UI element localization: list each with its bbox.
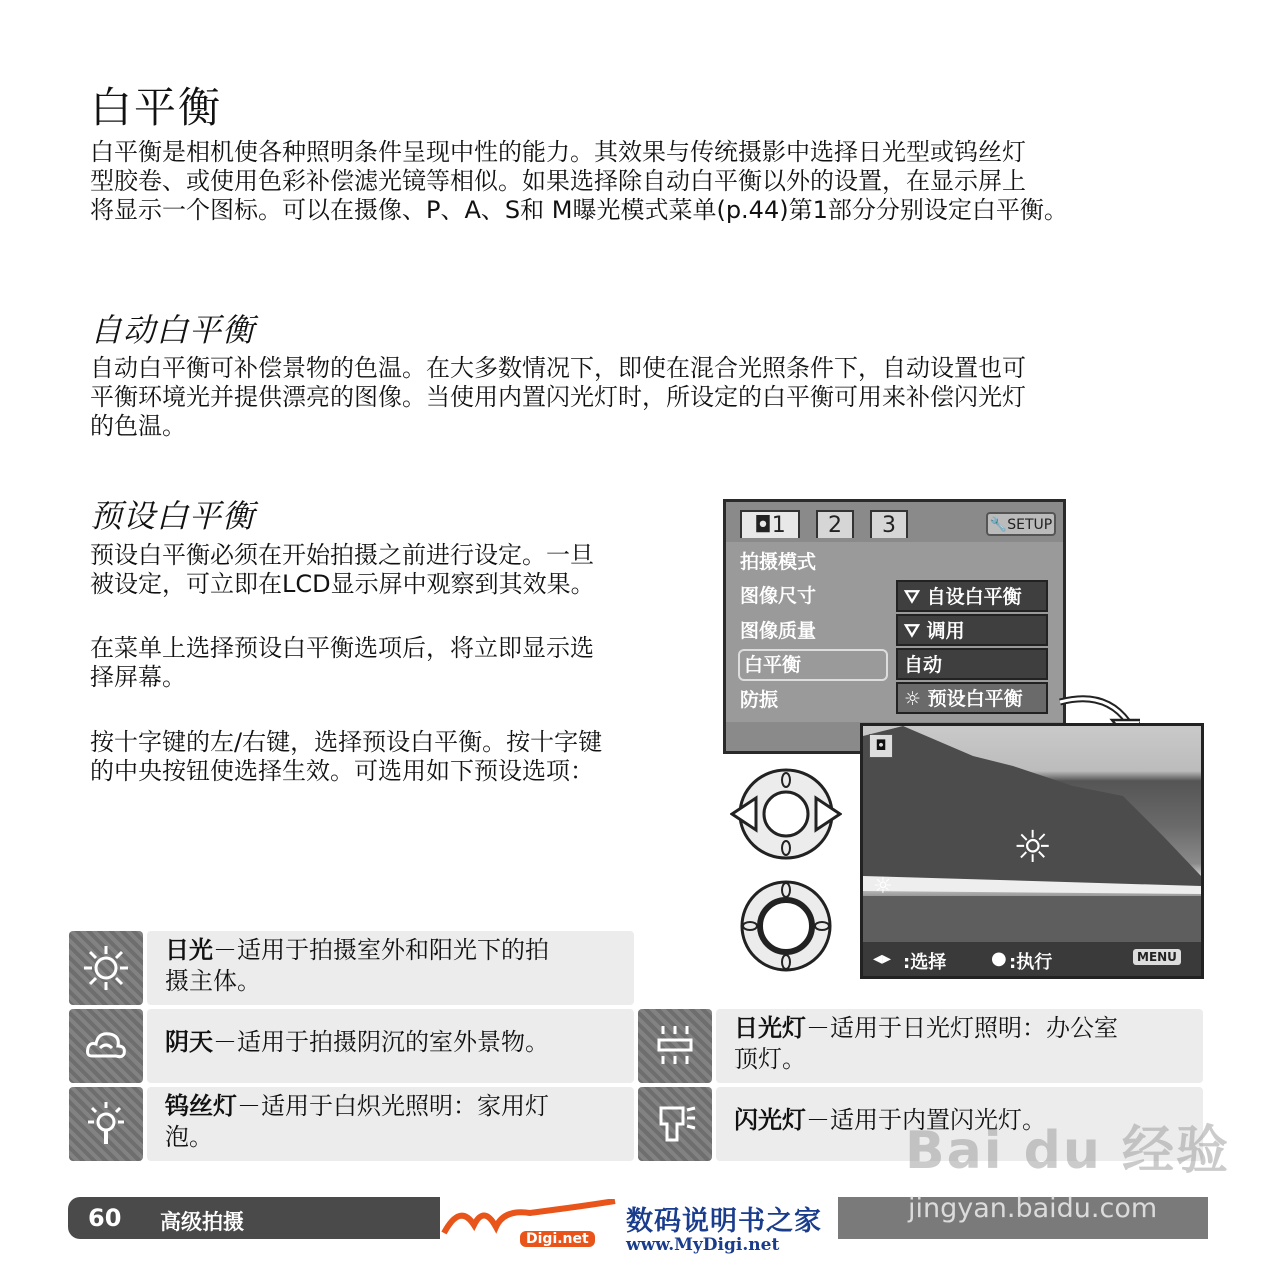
menu-tabs (736, 510, 1056, 540)
menu-item-image-quality[interactable]: 图像质量 (740, 620, 817, 642)
cloud-icon (82, 1022, 130, 1070)
fluorescent-icon-box (638, 1009, 712, 1083)
logo-url: www.MyDigi.net (626, 1235, 780, 1255)
preset-desc: －适用于内置闪光灯。 (806, 1106, 1046, 1134)
digi-net-badge: Digi.net (520, 1231, 595, 1247)
preview-screen (860, 723, 1204, 979)
preset-desc: －适用于拍摄阴沉的室外景物。 (213, 1028, 549, 1056)
preset-line: 择屏幕。 (90, 663, 186, 691)
intro-line: 型胶卷、或使用色彩补偿滤光镜等相似。如果选择除自动白平衡以外的设置，在显示屏上 (90, 167, 1026, 195)
auto-line: 自动白平衡可补偿景物的色温。在大多数情况下，即使在混合光照条件下，自动设置也可 (90, 354, 1026, 382)
tab-2[interactable]: 2 (816, 510, 854, 538)
option-custom-wb[interactable] (896, 580, 1048, 612)
preset-desc-2: 顶灯。 (734, 1045, 806, 1073)
wrench-icon: 🔧 (989, 517, 1008, 533)
option-label: 自设白平衡 (926, 586, 1022, 608)
preset-daylight (147, 931, 634, 1005)
flash-icon (651, 1100, 699, 1148)
dpad-left-right-icon (730, 768, 842, 860)
preset-line: 被设定，可立即在LCD显示屏中观察到其效果。 (90, 570, 595, 598)
preset-name: 闪光灯 (734, 1106, 806, 1134)
bulb-icon (82, 1100, 130, 1148)
intro-paragraph (90, 138, 1200, 225)
page-number: 60 (88, 1204, 122, 1232)
tab-1[interactable] (740, 510, 800, 538)
preset-line: 的中央按钮使选择生效。可选用如下预设选项： (90, 757, 594, 785)
preset-line: 预设白平衡必须在开始拍摄之前进行设定。一旦 (90, 541, 594, 569)
section-name: 高级拍摄 (160, 1210, 244, 1234)
preset-wb-heading: 预设白平衡 (90, 497, 256, 535)
menu-item-white-balance[interactable]: 白平衡 (738, 649, 888, 681)
logo-text: 数码说明书之家 (626, 1206, 822, 1237)
center-button-icon: ● (991, 948, 1007, 969)
custom-wb-icon: ⛛ (904, 620, 920, 642)
tungsten-icon-box (69, 1087, 143, 1161)
cloudy-icon-box (69, 1009, 143, 1083)
tab-label: 1 (771, 513, 786, 538)
setup-label: SETUP (1007, 517, 1053, 533)
preset-desc: －适用于日光灯照明：办公室 (806, 1014, 1118, 1042)
preset-desc: －适用于白炽光照明：家用灯 (237, 1092, 549, 1120)
option-preset-wb[interactable] (896, 682, 1048, 714)
option-label: 调用 (926, 620, 965, 642)
preset-desc: －适用于拍摄室外和阳光下的拍 (213, 936, 549, 964)
tab-setup[interactable] (986, 512, 1056, 536)
auto-wb-paragraph (90, 354, 1200, 441)
preset-desc-2: 泡。 (165, 1123, 213, 1151)
left-right-icon: ◂▸ (873, 948, 892, 969)
preset-name: 钨丝灯 (165, 1092, 237, 1120)
page-footer (68, 1197, 440, 1239)
preset-line: 按十字键的左/右键，选择预设白平衡。按十字键 (90, 728, 603, 756)
camera-mode-icon: ◘ (869, 734, 893, 758)
fluorescent-icon (651, 1022, 699, 1070)
option-label: 预设白平衡 (927, 688, 1023, 710)
intro-line: 白平衡是相机使各种照明条件呈现中性的能力。其效果与传统摄影中选择日光型或钨丝灯 (90, 138, 1026, 166)
preset-paragraph-1 (90, 541, 710, 599)
daylight-icon-box (69, 931, 143, 1005)
option-recall[interactable] (896, 614, 1048, 646)
auto-line: 的色温。 (90, 412, 186, 440)
preset-desc-2: 摄主体。 (165, 967, 261, 995)
menu-item-image-size[interactable]: 图像尺寸 (740, 585, 817, 607)
auto-wb-heading: 自动白平衡 (90, 311, 256, 349)
preview-status-bar (863, 942, 1201, 976)
camera-menu-screen (723, 499, 1066, 754)
preset-name: 日光灯 (734, 1014, 806, 1042)
sun-icon-small: ☼ (873, 874, 893, 899)
custom-wb-icon: ⛛ (904, 586, 920, 608)
preset-paragraph-2 (90, 634, 710, 692)
preset-name: 日光 (165, 936, 213, 964)
auto-line: 平衡环境光并提供漂亮的图像。当使用内置闪光灯时，所设定的白平衡可用来补偿闪光灯 (90, 383, 1026, 411)
watermark-url: jingyan.baidu.com (908, 1193, 1158, 1224)
tab-3[interactable]: 3 (870, 510, 908, 538)
baidu-watermark-logo: Bai du 经验 (905, 1121, 1230, 1181)
preset-line: 在菜单上选择预设白平衡选项后，将立即显示选 (90, 634, 594, 662)
preset-cloudy (147, 1009, 634, 1083)
sun-icon: ☼ (904, 688, 922, 710)
sun-icon: ☼ (1013, 822, 1053, 873)
flash-icon-box (638, 1087, 712, 1161)
preset-fluorescent (716, 1009, 1203, 1083)
menu-item-shooting-mode[interactable]: 拍摄模式 (740, 551, 817, 573)
preset-name: 阴天 (165, 1028, 213, 1056)
page-title: 白平衡 (90, 83, 223, 132)
menu-item-stabilizer[interactable]: 防振 (740, 689, 779, 711)
select-label: :选择 (903, 952, 947, 973)
preset-paragraph-3 (90, 728, 710, 786)
menu-badge: MENU (1133, 949, 1181, 965)
intro-line: 将显示一个图标。可以在摄像、P、A、S和 M曝光模式菜单(p.44)第1部分分别设定白平衡。 (90, 196, 1068, 224)
preset-tungsten (147, 1087, 634, 1161)
mydigi-logo (440, 1195, 836, 1261)
option-auto[interactable]: 自动 (896, 648, 1048, 680)
sun-icon (82, 944, 130, 992)
camera-icon: ◘ (754, 513, 772, 538)
execute-label: :执行 (1009, 952, 1053, 973)
dpad-center-icon (740, 880, 832, 972)
